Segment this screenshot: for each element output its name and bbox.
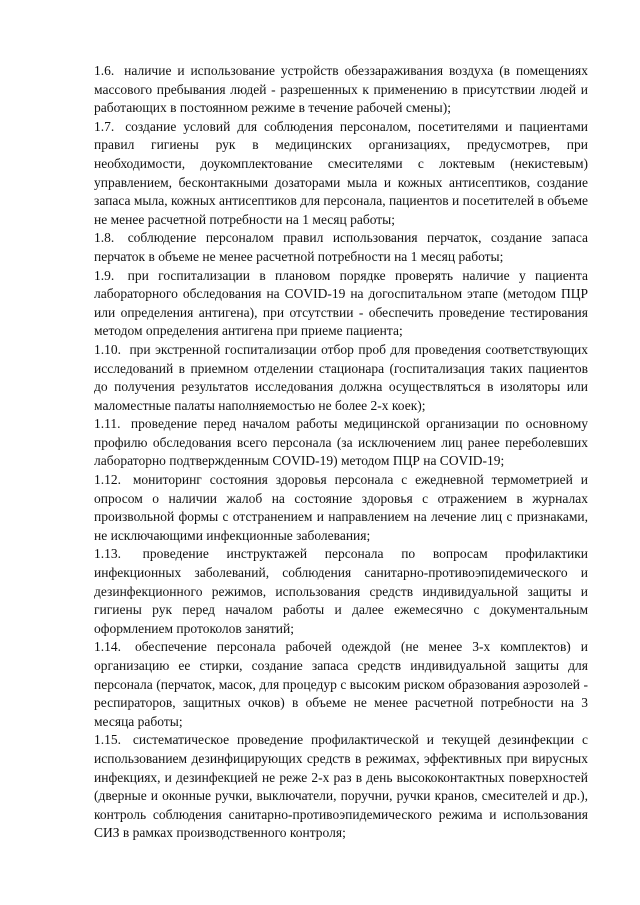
- item-text: создание условий для соблюдения персоналом, посетителями и пациентами правил гигиены рук в медицинских организациях, предусмотрев, при необходимости, доукомплектование смесителями с локтевым (некистевым) управлением, бесконтакными дозаторами мыла и кожных антисептиков, создание запаса мыла, кожных антисептиков для персонала, пациентов и посетителей в объеме не менее расчетной потребности на 1 месяц работы;: [94, 118, 588, 227]
- item-text: при госпитализации в плановом порядке проверять наличие у пациента лабораторного обследования на COVID-19 на догоспитальном этапе (методом ПЦР или определения антигена), при отсутствии - обеспечить проведение тестирования методом определения антигена при приеме пациента;: [94, 267, 588, 339]
- item-number: 1.10.: [94, 341, 121, 357]
- item-number: 1.14.: [94, 639, 121, 655]
- item-text: систематическое проведение профилактической и текущей дезинфекции с использованием дезинфицирующих средств в режимах, эффективных при вирусных инфекциях, и дезинфекцией не реже 2-х раз в день высококонтактных поверхностей (дверные и оконные ручки, выключатели, поручни, ручки кранов, смесителей и др.), контроль соблюдения санитарно-противоэпидемического режима и использования СИЗ в рамках производственного контроля;: [94, 732, 589, 841]
- item-number: 1.7.: [94, 118, 115, 134]
- list-item-1-8: [94, 229, 588, 266]
- list-item-1-6: [94, 62, 588, 118]
- item-number: 1.6.: [94, 63, 115, 78]
- list-item-1-10: [94, 341, 588, 415]
- item-text: обеспечение персонала рабочей одеждой (не менее 3-х комплектов) и организацию ее стирки, создание запаса средств индивидуальной защиты для персонала (перчаток, масок, для процедур с высоким риском образования аэрозолей - респираторов, защитных очков) в объеме не менее расчетной потребности на 3 месяца работы;: [94, 639, 588, 729]
- list-item-1-11: [94, 415, 588, 471]
- list-item-1-13: [94, 545, 588, 638]
- item-text: при экстренной госпитализации отбор проб для проведения соответствующих исследований в приемном отделении стационара (госпитализация таких пациентов до получения результатов исследования должна осуществляться в изоляторы или маломестные палаты наполняемостью не более 2-х коек);: [94, 341, 589, 413]
- item-text: проведение инструктажей персонала по вопросам профилактики инфекционных заболеваний, соблюдения санитарно-противоэпидемического и дезинфекционного режимов, использования средств индивидуальной защиты и гигиены рук перед началом работы и далее ежемесячно с документальным оформлением протоколов занятий;: [94, 546, 589, 636]
- item-number: 1.13.: [94, 546, 121, 562]
- item-number: 1.8.: [94, 230, 115, 246]
- list-item-1-14: [94, 638, 588, 731]
- list-item-1-12: [94, 471, 588, 545]
- document-page: [94, 62, 588, 843]
- list-item-1-9: [94, 267, 588, 341]
- item-text: проведение перед началом работы медицинской организации по основному профилю обследования всего персонала (за исключением лиц ранее переболевших лабораторно подтвержденным COVID-19) методом ПЦР на COVID-19;: [94, 416, 589, 469]
- item-number: 1.11.: [94, 416, 121, 432]
- item-number: 1.15.: [94, 732, 121, 748]
- item-text: мониторинг состояния здоровья персонала с ежедневной термометрией и опросом о наличии жалоб на состояние здоровья с отражением в журналах произвольной формы с отстранением и направлением на лечение лиц с признаками, не исключающими инфекционные заболевания;: [94, 472, 589, 543]
- list-item-1-7: [94, 118, 588, 230]
- item-number: 1.12.: [94, 472, 121, 488]
- item-text: наличие и использование устройств обеззараживания воздуха (в помещениях массового пребывания людей - разрешенных к применению в присутствии людей и работающих в постоянном режиме в течение рабочей смены);: [94, 63, 588, 116]
- list-item-1-15: [94, 731, 588, 843]
- item-text: соблюдение персоналом правил использования перчаток, создание запаса перчаток в объеме не менее расчетной потребности на 1 месяц работы;: [94, 230, 589, 264]
- item-number: 1.9.: [94, 267, 115, 283]
